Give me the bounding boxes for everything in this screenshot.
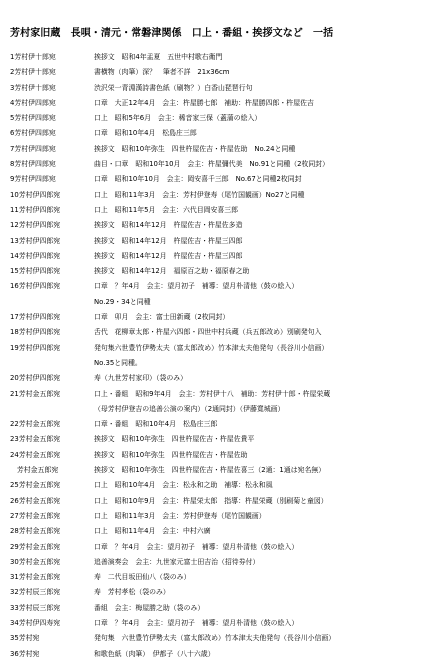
- recipient-label: 32芳村辰三郎宛: [10, 588, 61, 597]
- list-item: [0, 65, 424, 80]
- recipient-label: 35芳村宛: [10, 634, 40, 643]
- item-description: 口章 ？年4月 会主：望月初子 補導：望月朴清他（鼓の絵入）: [94, 282, 299, 291]
- item-description: 口章・番組 昭和10年4月 松島庄三郎: [94, 420, 218, 429]
- recipient-label: 24芳村金五郎宛: [10, 450, 61, 459]
- item-description: 口上・番組 昭和9年4月 会主：芳村伊十八 補助：芳村伊十郎・杵屋栄蔵: [94, 389, 331, 398]
- item-description: 口章 大正12年4月 会主：杵屋勝七郎 補助：杵屋勝四郎・杵屋佐吉: [94, 98, 314, 107]
- recipient-label: 7芳村伊四郎宛: [10, 144, 56, 153]
- list-item: [0, 96, 424, 111]
- list-item: [0, 188, 424, 203]
- list-item: [0, 126, 424, 141]
- list-item: [0, 647, 424, 662]
- item-description: 挨拶文 昭和10年弥生 四世杵屋佐吉・杵屋佐喜三（2通：1通は宛名無）: [94, 466, 326, 475]
- recipient-label: 15芳村伊四郎宛: [10, 267, 61, 276]
- recipient-label: 28芳村金五郎宛: [10, 527, 61, 536]
- list-item: [0, 555, 424, 570]
- recipient-label: 33芳村辰三郎宛: [10, 603, 61, 612]
- list-item: [0, 172, 424, 187]
- recipient-label: 芳村金五郎宛: [10, 466, 59, 475]
- recipient-label: 18芳村伊四郎宛: [10, 328, 61, 337]
- item-description: 挨拶文 昭和10年弥生 四世杵屋佐吉・杵屋佐助 No.24と同種: [94, 144, 296, 153]
- list-item: [0, 264, 424, 279]
- recipient-label: 22芳村金五郎宛: [10, 420, 61, 429]
- recipient-label: 13芳村伊四郎宛: [10, 236, 61, 245]
- list-item: [0, 463, 424, 478]
- recipient-label: 31芳村金五郎宛: [10, 573, 61, 582]
- item-description: 追善演奏会 会主：九世家元富士田吉治（招待券付）: [94, 557, 260, 566]
- list-item: [0, 371, 424, 386]
- recipient-label: 25芳村金五郎宛: [10, 481, 61, 490]
- item-description: 和歌色紙（肉筆） 伊都子（八十六歳）: [94, 649, 215, 658]
- recipient-label: 12芳村伊四郎宛: [10, 221, 61, 230]
- recipient-label: 10芳村伊四郎宛: [10, 190, 61, 199]
- recipient-label: 21芳村金五郎宛: [10, 389, 61, 398]
- item-description: 舌代 花柳章太郎・杵屋六四郎・四世中村兵蔵（兵五郎改め）別刷発句入: [94, 328, 322, 337]
- recipient-label: 14芳村伊四郎宛: [10, 251, 61, 260]
- item-description: 口章 ？年4月 会主：望月初子 補導：望月朴清他（鼓の絵入）: [94, 618, 299, 627]
- list-item: [0, 631, 424, 646]
- item-description: 書横物（肉筆）深？ 筆者不詳 21x36cm: [94, 68, 230, 77]
- recipient-label: 5芳村伊四郎宛: [10, 114, 56, 123]
- list-item: [0, 494, 424, 509]
- recipient-label: 16芳村伊四郎宛: [10, 282, 61, 291]
- recipient-label: 17芳村伊四郎宛: [10, 313, 61, 322]
- list-item: [0, 478, 424, 493]
- list-item: [0, 218, 424, 233]
- recipient-label: 20芳村伊四郎宛: [10, 374, 61, 383]
- list-item: [0, 448, 424, 463]
- item-description: No.35と同種。: [94, 358, 142, 367]
- entry-list: [0, 50, 424, 662]
- document-title: 芳村家旧蔵 長唄・清元・常磐津関係 口上・番組・挨拶文など 一括: [10, 28, 334, 39]
- list-item: [0, 540, 424, 555]
- list-item: [0, 341, 424, 356]
- item-description: 発句集六世豊竹伊勢太夫（富太郎改め）竹本津太夫他発句（長谷川小信画）: [94, 343, 329, 352]
- item-description: 曲目・口章 昭和10年10月 会主：杵屋彌代美 No.91と同種（2枚同封）: [94, 160, 330, 169]
- recipient-label: 29芳村金五郎宛: [10, 542, 61, 551]
- item-description: 口上 昭和11年3月 会主：芳村伊登寿（尾竹国観画）No27と同種: [94, 190, 305, 199]
- recipient-label: 1芳村伊十郎宛: [10, 53, 56, 61]
- item-description: 口上 昭和11年3月 会主：芳村伊登寿（尾竹国観画）: [94, 511, 266, 520]
- list-item-continuation: [0, 402, 424, 417]
- recipient-label: 4芳村伊四郎宛: [10, 98, 56, 107]
- list-item: [0, 50, 424, 65]
- item-description: 挨拶文 昭和4年盂夏 五世中村歌右衛門: [94, 53, 223, 61]
- item-description: 挨拶文 昭和10年弥生 四世杵屋佐吉・杵屋佐助: [94, 450, 248, 459]
- recipient-label: 26芳村金五郎宛: [10, 496, 61, 505]
- item-description: 番組 会主：梅屋勝之助（袋のみ）: [94, 603, 205, 612]
- item-description: 発句集 六世豊竹伊勢太夫（富太郎改め）竹本津太夫他発句（長谷川小信画）: [94, 634, 336, 643]
- list-item: [0, 601, 424, 616]
- item-description: 口章 昭和10年4月 松島庄三郎: [94, 129, 197, 138]
- list-item: [0, 524, 424, 539]
- recipient-label: 19芳村伊四郎宛: [10, 343, 61, 352]
- list-item: [0, 310, 424, 325]
- item-description: No.29・34と同種: [94, 297, 151, 306]
- list-item: [0, 417, 424, 432]
- recipient-label: 27芳村金五郎宛: [10, 511, 61, 520]
- recipient-label: 11芳村伊四郎宛: [10, 205, 61, 214]
- list-item: [0, 234, 424, 249]
- recipient-label: 3芳村伊十郎宛: [10, 83, 56, 92]
- list-item: [0, 387, 424, 402]
- item-description: 渋沢栄一青淵漢詩書色紙（刷物？）白香山琵琶行句: [94, 83, 253, 92]
- item-description: 挨拶文 昭和14年12月 杵屋佐吉・杵屋佐多造: [94, 221, 243, 230]
- item-description: 口章 昭和10年10月 会主：岡安喜千三郎 No.67と同種2枚同封: [94, 175, 302, 184]
- list-item: [0, 142, 424, 157]
- list-item: [0, 279, 424, 294]
- list-item: [0, 249, 424, 264]
- item-description: 口上 昭和10年9月 会主：杵屋栄太郎 指導：杵屋栄蔵（別刷菊と童図）: [94, 496, 328, 505]
- list-item: [0, 570, 424, 585]
- recipient-label: 8芳村伊四郎宛: [10, 160, 56, 169]
- item-description: 口上 昭和10年4月 会主：松永和之助 補導：松永和風: [94, 481, 273, 490]
- item-description: 口上 昭和11年4月 会主：中村六廣: [94, 527, 211, 536]
- item-description: 口上 昭和5年6月 会主：稀音家三保（蓋蒲の絵入）: [94, 114, 262, 123]
- list-item: [0, 432, 424, 447]
- recipient-label: 6芳村伊四郎宛: [10, 129, 56, 138]
- recipient-label: 2芳村伊十郎宛: [10, 68, 56, 77]
- list-item: [0, 203, 424, 218]
- item-description: （母芳村伊登吉の追善公演の案内）（2通同封）（伊藤寬城画）: [94, 404, 285, 413]
- recipient-label: 36芳村宛: [10, 649, 40, 658]
- list-item-continuation: [0, 295, 424, 310]
- list-item: [0, 509, 424, 524]
- list-item: [0, 585, 424, 600]
- item-description: 挨拶文 昭和10年弥生 四世杵屋佐吉・杵屋佐貴平: [94, 435, 255, 444]
- item-description: 寿 二代目坂田仙八（袋のみ）: [94, 573, 191, 582]
- list-item-continuation: [0, 356, 424, 371]
- item-description: 口章 ？年4月 会主：望月初子 補導：望月朴清他（鼓の絵入）: [94, 542, 299, 551]
- list-item: [0, 325, 424, 340]
- list-item: [0, 157, 424, 172]
- recipient-label: 9芳村伊四郎宛: [10, 175, 56, 184]
- item-description: 挨拶文 昭和14年12月 杵屋佐吉・杵屋三四郎: [94, 236, 243, 245]
- item-description: 口上 昭和11年5月 会主：六代目岡安喜三郎: [94, 205, 239, 214]
- item-description: 寿 芳村孝松（袋のみ）: [94, 588, 170, 597]
- list-item: [0, 81, 424, 96]
- list-item: [0, 111, 424, 126]
- item-description: 挨拶文 昭和14年12月 福原百之助・福原春之助: [94, 267, 250, 276]
- item-description: 寿（九世芳村家印）（袋のみ）: [94, 374, 188, 383]
- recipient-label: 30芳村金五郎宛: [10, 557, 61, 566]
- list-item: [0, 616, 424, 631]
- item-description: 口章 卯月 会主：富士田新蔵（2枚同封）: [94, 313, 230, 322]
- recipient-label: 34芳村伊四寿宛: [10, 618, 61, 627]
- recipient-label: 23芳村金五郎宛: [10, 435, 61, 444]
- item-description: 挨拶文 昭和14年12月 杵屋佐吉・杵屋三四郎: [94, 251, 243, 260]
